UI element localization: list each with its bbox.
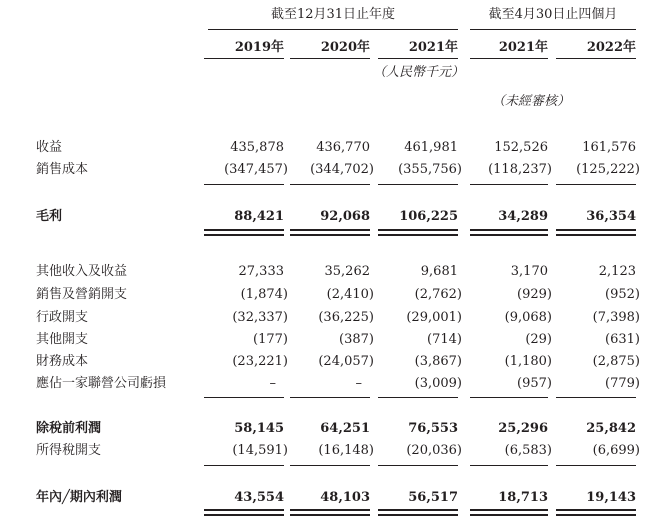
cell-value: (2,875) bbox=[592, 354, 640, 369]
cell-value: (32,337) bbox=[232, 310, 288, 325]
cell-value: 3,170 bbox=[510, 264, 548, 279]
currency-note: （人民幣千元） bbox=[372, 65, 464, 80]
row-label-gross-profit: 毛利 bbox=[36, 209, 63, 224]
subtotal-rule bbox=[290, 397, 370, 398]
cell-value: 19,143 bbox=[586, 490, 636, 505]
subtotal-rule bbox=[470, 465, 548, 466]
double-rule bbox=[378, 514, 458, 516]
double-rule bbox=[470, 509, 548, 511]
row-label-cost-of-sales: 銷售成本 bbox=[36, 162, 89, 177]
cell-value: (2,410) bbox=[326, 287, 374, 302]
cell-value: 64,251 bbox=[320, 421, 370, 436]
cell-value: (387) bbox=[339, 332, 374, 347]
cell-value: (1,180) bbox=[504, 354, 552, 369]
double-rule bbox=[204, 234, 284, 236]
subtotal-rule bbox=[290, 184, 370, 185]
year-underline bbox=[556, 58, 636, 59]
cell-value: 152,526 bbox=[494, 140, 548, 155]
subtotal-rule bbox=[378, 184, 458, 185]
cell-value: 76,553 bbox=[408, 421, 458, 436]
cell-value: 92,068 bbox=[320, 209, 370, 224]
double-rule bbox=[556, 514, 636, 516]
row-label-profit-before-tax: 除稅前利潤 bbox=[36, 421, 102, 436]
cell-value: (344,702) bbox=[310, 162, 374, 177]
cell-value: 9,681 bbox=[420, 264, 458, 279]
cell-value: (36,225) bbox=[318, 310, 374, 325]
column-header-year: 2020年 bbox=[320, 40, 370, 55]
cell-value: (16,148) bbox=[318, 443, 374, 458]
cell-value: (9,068) bbox=[504, 310, 552, 325]
double-rule bbox=[470, 514, 548, 516]
subtotal-rule bbox=[470, 397, 548, 398]
cell-value: (29,001) bbox=[406, 310, 462, 325]
cell-value: 436,770 bbox=[316, 140, 370, 155]
cell-value: – bbox=[269, 376, 276, 391]
double-rule bbox=[290, 234, 370, 236]
double-rule bbox=[204, 509, 284, 511]
cell-value: (1,874) bbox=[240, 287, 288, 302]
double-rule bbox=[378, 229, 458, 231]
year-underline bbox=[204, 58, 284, 59]
cell-value: (957) bbox=[517, 376, 552, 391]
double-rule bbox=[556, 234, 636, 236]
double-rule bbox=[556, 229, 636, 231]
cell-value: (118,237) bbox=[488, 162, 552, 177]
cell-value: 161,576 bbox=[582, 140, 636, 155]
subtotal-rule bbox=[378, 465, 458, 466]
cell-value: 435,878 bbox=[230, 140, 284, 155]
row-label-share-of-associate-loss: 應佔一家聯營公司虧損 bbox=[36, 376, 167, 391]
cell-value: 25,296 bbox=[498, 421, 548, 436]
column-header-year: 2022年 bbox=[586, 40, 636, 55]
cell-value: (631) bbox=[605, 332, 640, 347]
double-rule bbox=[378, 509, 458, 511]
cell-value: 58,145 bbox=[234, 421, 284, 436]
year-underline bbox=[470, 58, 548, 59]
subtotal-rule bbox=[556, 397, 636, 398]
header-group-year-ended: 截至12月31日止年度 bbox=[270, 7, 396, 22]
cell-value: 48,103 bbox=[320, 490, 370, 505]
cell-value: 34,289 bbox=[498, 209, 548, 224]
subtotal-rule bbox=[204, 465, 284, 466]
row-label-revenue: 收益 bbox=[36, 140, 63, 155]
subtotal-rule bbox=[204, 184, 284, 185]
cell-value: (929) bbox=[517, 287, 552, 302]
header-group-rule bbox=[208, 29, 458, 30]
header-group-rule bbox=[470, 29, 636, 30]
subtotal-rule bbox=[290, 465, 370, 466]
year-underline bbox=[290, 58, 370, 59]
unaudited-note: （未經審核） bbox=[491, 94, 570, 109]
cell-value: (6,699) bbox=[592, 443, 640, 458]
cell-value: (952) bbox=[605, 287, 640, 302]
column-header-year: 2021年 bbox=[408, 40, 458, 55]
cell-value: (177) bbox=[253, 332, 288, 347]
subtotal-rule bbox=[378, 397, 458, 398]
row-label-admin-expenses: 行政開支 bbox=[36, 310, 89, 325]
cell-value: (7,398) bbox=[592, 310, 640, 325]
cell-value: (125,222) bbox=[576, 162, 640, 177]
cell-value: 35,262 bbox=[324, 264, 370, 279]
double-rule bbox=[556, 509, 636, 511]
cell-value: 56,517 bbox=[408, 490, 458, 505]
cell-value: – bbox=[355, 376, 362, 391]
double-rule bbox=[204, 514, 284, 516]
cell-value: (779) bbox=[605, 376, 640, 391]
cell-value: (714) bbox=[427, 332, 462, 347]
cell-value: (6,583) bbox=[504, 443, 552, 458]
cell-value: 36,354 bbox=[586, 209, 636, 224]
cell-value: 43,554 bbox=[234, 490, 284, 505]
cell-value: (29) bbox=[525, 332, 552, 347]
double-rule bbox=[470, 234, 548, 236]
column-header-year: 2021年 bbox=[498, 40, 548, 55]
subtotal-rule bbox=[556, 465, 636, 466]
cell-value: 2,123 bbox=[598, 264, 636, 279]
row-label-other-expenses: 其他開支 bbox=[36, 332, 89, 347]
double-rule bbox=[290, 514, 370, 516]
column-header-year: 2019年 bbox=[234, 40, 284, 55]
cell-value: (3,867) bbox=[414, 354, 462, 369]
cell-value: (24,057) bbox=[318, 354, 374, 369]
cell-value: 88,421 bbox=[234, 209, 284, 224]
row-label-profit-for-period: 年內╱期內利潤 bbox=[36, 490, 122, 505]
subtotal-rule bbox=[204, 397, 284, 398]
double-rule bbox=[378, 234, 458, 236]
subtotal-rule bbox=[470, 184, 548, 185]
row-label-selling-expenses: 銷售及營銷開支 bbox=[36, 287, 128, 302]
cell-value: (3,009) bbox=[414, 376, 462, 391]
double-rule bbox=[470, 229, 548, 231]
row-label-finance-costs: 財務成本 bbox=[36, 354, 89, 369]
double-rule bbox=[290, 229, 370, 231]
cell-value: (355,756) bbox=[398, 162, 462, 177]
row-label-income-tax: 所得稅開支 bbox=[36, 443, 102, 458]
double-rule bbox=[204, 229, 284, 231]
cell-value: 18,713 bbox=[498, 490, 548, 505]
header-group-four-months: 截至4月30日止四個月 bbox=[488, 7, 618, 22]
cell-value: (23,221) bbox=[232, 354, 288, 369]
cell-value: 25,842 bbox=[586, 421, 636, 436]
cell-value: (2,762) bbox=[414, 287, 462, 302]
double-rule bbox=[290, 509, 370, 511]
cell-value: (347,457) bbox=[224, 162, 288, 177]
cell-value: (14,591) bbox=[232, 443, 288, 458]
row-label-other-income: 其他收入及收益 bbox=[36, 264, 128, 279]
cell-value: 461,981 bbox=[404, 140, 458, 155]
year-underline bbox=[378, 58, 458, 59]
subtotal-rule bbox=[556, 184, 636, 185]
cell-value: 27,333 bbox=[238, 264, 284, 279]
cell-value: (20,036) bbox=[406, 443, 462, 458]
cell-value: 106,225 bbox=[399, 209, 458, 224]
